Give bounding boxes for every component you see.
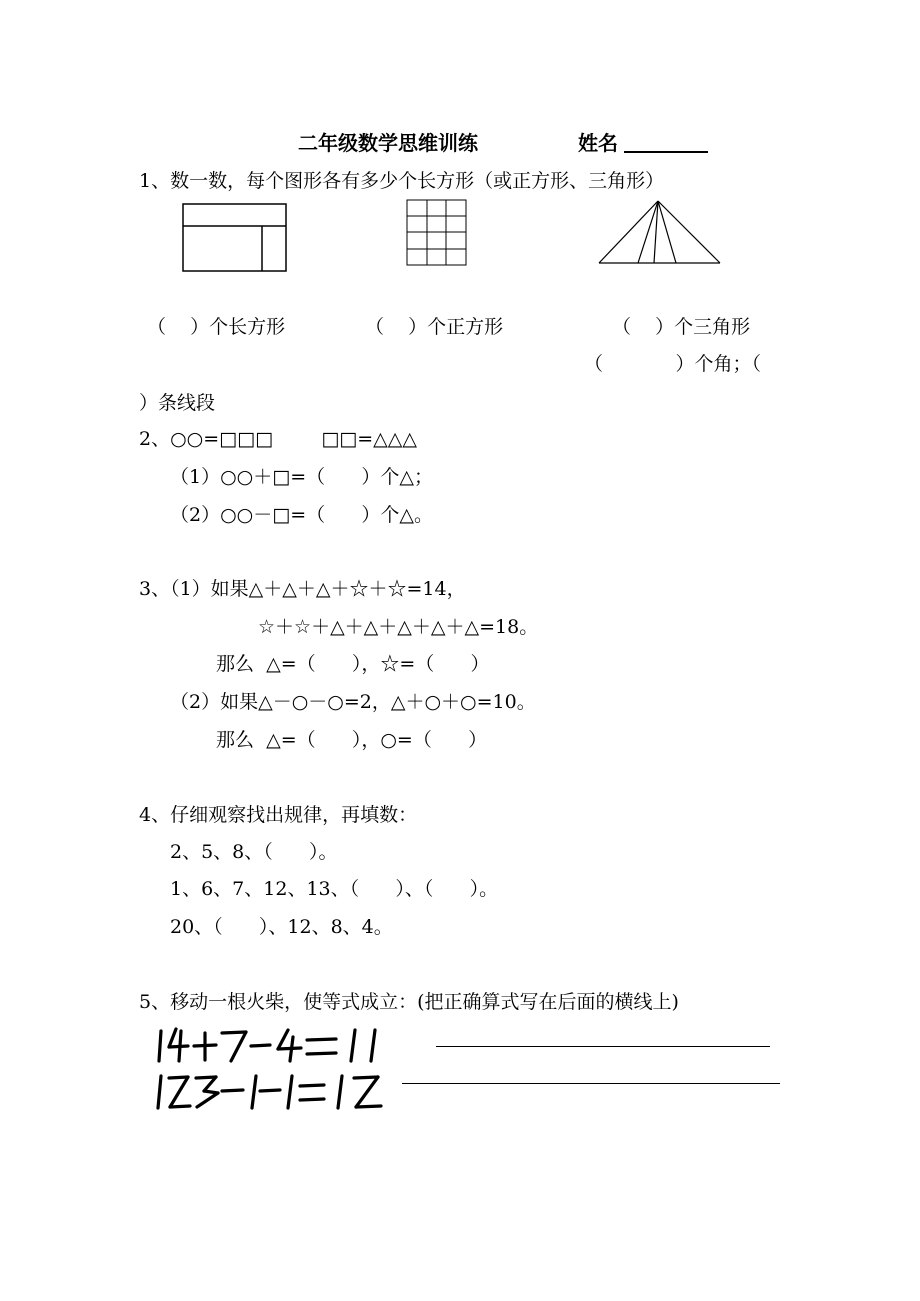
q2-given: 2、○○=□□□ □□=△△△ [139,428,417,450]
q1-answer-angles[interactable]: （ ）个角；（ [584,353,761,375]
q4-sequence-3[interactable]: 20、（ ）、12、8、4。 [170,916,393,938]
q1-answer-rectangles[interactable]: （ ）个长方形 [147,316,286,338]
name-label: 姓名 [578,131,618,155]
q2-part1[interactable]: （1）○○＋□=（ ）个△； [170,466,433,488]
q3-part1-answer[interactable]: 那么 △=（ ），☆=（ ） [216,653,490,675]
q3-part2-answer[interactable]: 那么 △=（ ），○=（ ） [216,729,488,751]
q5-prompt: 5、移动一根火柴，使等式成立：(把正确算式写在后面的横线上) [139,991,679,1013]
q1-answer-squares[interactable]: （ ）个正方形 [365,316,504,338]
q2-part2[interactable]: （2）○○－□=（ ）个△。 [170,504,433,526]
q4-sequence-2[interactable]: 1、6、7、12、13、（ ）、（ ）。 [170,878,499,900]
q5-answer-line-2[interactable] [402,1083,780,1084]
q1-prompt: 1、数一数，每个图形各有多少个长方形（或正方形、三角形） [139,170,665,192]
outer-rectangle [183,204,286,271]
squares-grid-figure [406,199,468,267]
q4-sequence-1[interactable]: 2、5、8、（ ）。 [170,841,338,863]
matchstick-equation-1 [152,1025,392,1067]
q1-answer-segments[interactable]: ）条线段 [139,392,216,414]
rectangles-figure [182,203,288,273]
matchstick-equation-2 [152,1070,392,1114]
q3-part2-line1: （2）如果△－○－○=2，△＋○＋○=10。 [170,691,536,713]
q1-answer-triangles[interactable]: （ ）个三角形 [612,316,751,338]
q5-answer-line-1[interactable] [436,1046,770,1047]
q4-prompt: 4、仔细观察找出规律，再填数： [139,804,418,826]
name-blank-line[interactable] [624,151,708,153]
worksheet-title: 二年级数学思维训练 [298,131,478,155]
q3-part1-line2: ☆＋☆＋△＋△＋△＋△＋△=18。 [258,616,539,638]
triangles-fan-figure [598,199,722,265]
q3-part1-line1: 3、（1）如果△＋△＋△＋☆＋☆=14， [139,578,466,600]
